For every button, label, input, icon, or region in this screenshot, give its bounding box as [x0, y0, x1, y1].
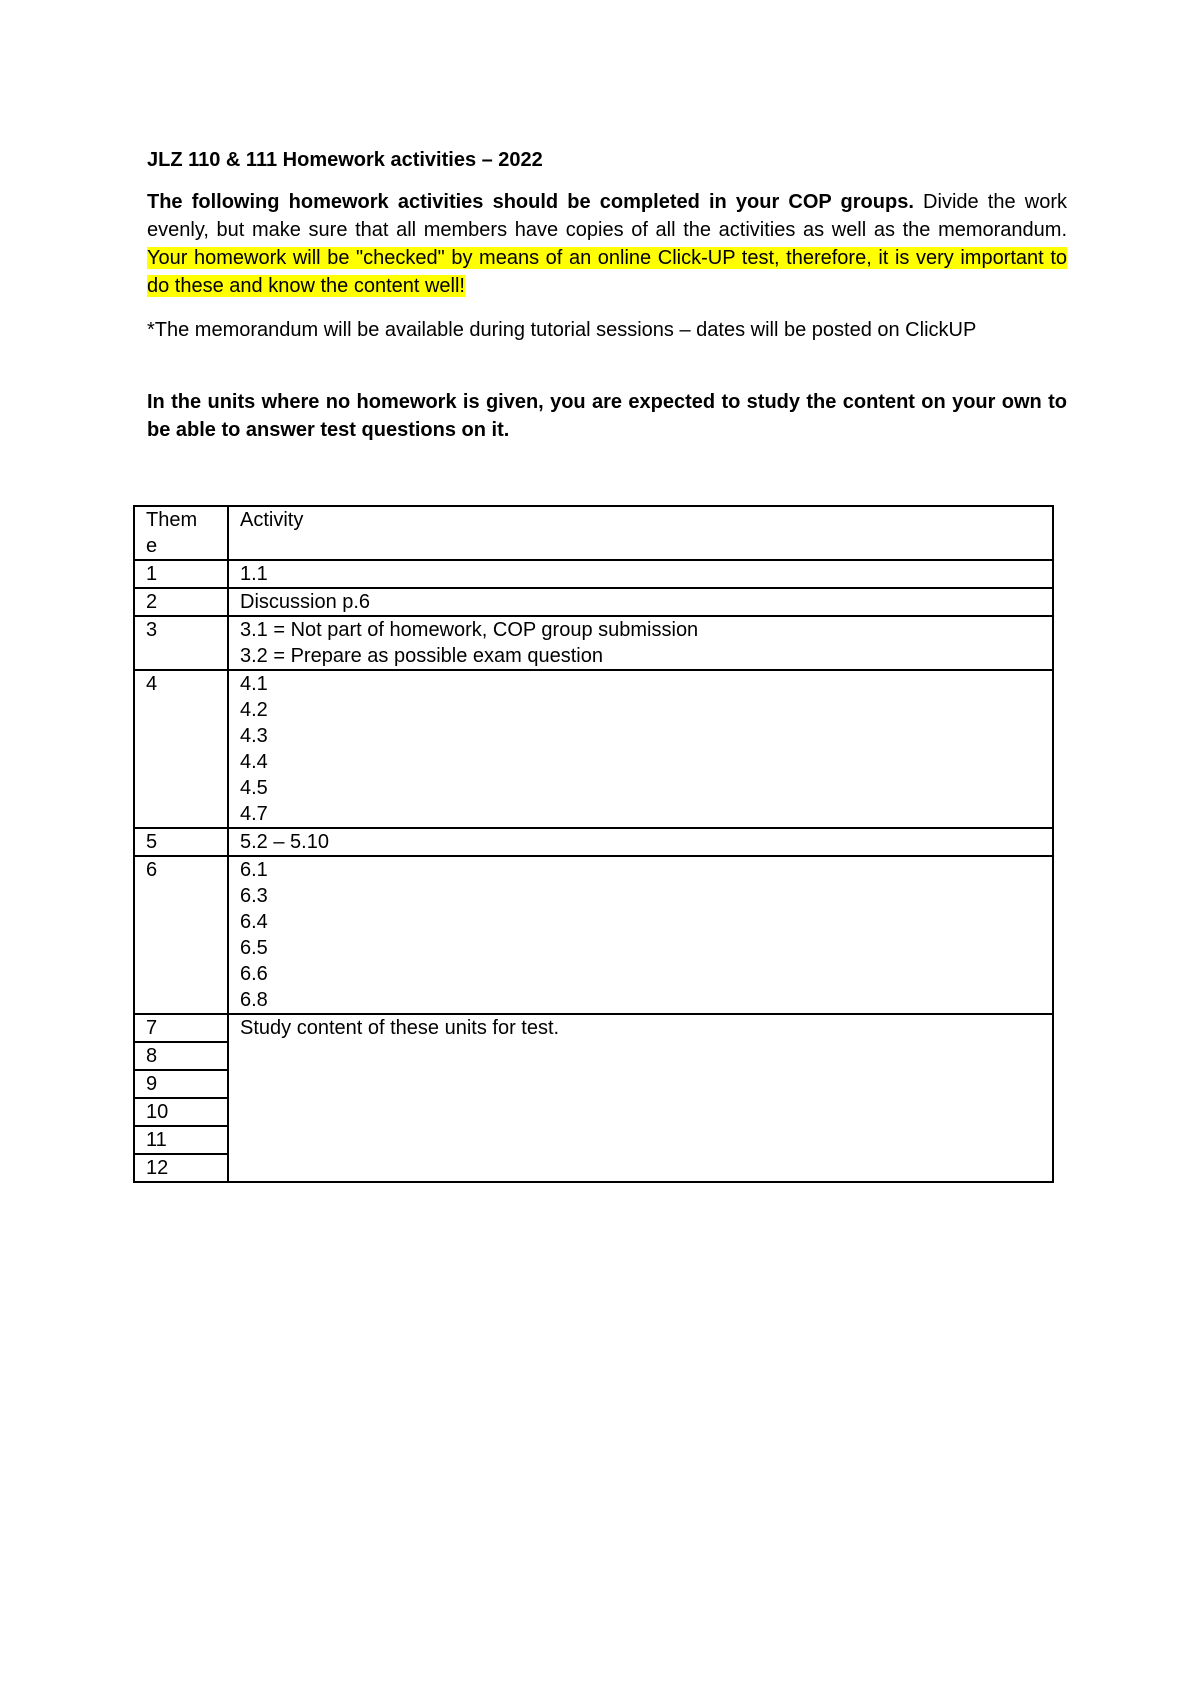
activity-item: 4.7 — [240, 803, 268, 825]
header-theme-line: e — [146, 535, 158, 557]
theme-cell: 1 — [134, 560, 228, 588]
theme-cell: 8 — [134, 1042, 228, 1070]
activity-item: 6.8 — [240, 989, 268, 1011]
activity-cell — [228, 828, 1053, 856]
header-theme-cell — [134, 506, 228, 560]
table-row — [134, 670, 1053, 828]
activity-item: 6.6 — [240, 963, 268, 985]
activity-item: 3.1 = Not part of homework, COP group submission — [240, 619, 699, 641]
activity-cell — [228, 670, 1053, 828]
memorandum-note: *The memorandum will be available during tutorial sessions – dates will be posted on ClickUP — [147, 319, 977, 341]
table-row — [134, 616, 1053, 670]
activity-cell — [228, 588, 1053, 616]
theme-cell: 9 — [134, 1070, 228, 1098]
document-title: JLZ 110 & 111 Homework activities – 2022 — [147, 149, 543, 171]
intro-text: Divide the work evenly, but make sure that all members have copies of all the activities as well as the memorandum. — [147, 191, 1067, 241]
activity-item: 5.2 – 5.10 — [240, 831, 329, 853]
theme-cell: 4 — [134, 670, 228, 828]
activity-item: Discussion p.6 — [240, 591, 371, 613]
intro-bold-lead: The following homework activities should be completed in your COP groups. — [147, 191, 914, 213]
activity-item: 6.3 — [240, 885, 268, 907]
activity-item: 4.1 — [240, 673, 268, 695]
theme-cell: 11 — [134, 1126, 228, 1154]
table-header-row — [134, 506, 1053, 560]
study-activity-cell: Study content of these units for test. — [228, 1014, 1053, 1182]
activity-item: 4.4 — [240, 751, 268, 773]
theme-cell: 5 — [134, 828, 228, 856]
table-row — [134, 828, 1053, 856]
table-row — [134, 856, 1053, 1014]
homework-table — [133, 505, 1054, 1183]
homework-table-body — [134, 506, 1053, 1182]
theme-cell: 10 — [134, 1098, 228, 1126]
activity-item: 6.1 — [240, 859, 268, 881]
table-row — [134, 560, 1053, 588]
theme-cell: 3 — [134, 616, 228, 670]
activity-item: 4.5 — [240, 777, 268, 799]
units-note: In the units where no homework is given, you are expected to study the content on your own to be able to answer test questions on it. — [147, 391, 1067, 441]
activity-cell — [228, 616, 1053, 670]
activity-item: 3.2 = Prepare as possible exam question — [240, 645, 603, 667]
activity-item: 4.2 — [240, 699, 268, 721]
table-row — [134, 1014, 1053, 1042]
activity-item: 6.4 — [240, 911, 268, 933]
activity-cell — [228, 856, 1053, 1014]
table-row — [134, 588, 1053, 616]
theme-cell: 6 — [134, 856, 228, 1014]
activity-item: 1.1 — [240, 563, 268, 585]
theme-cell: 12 — [134, 1154, 228, 1182]
intro-highlighted-text: Your homework will be "checked" by means of an online Click-UP test, therefore, it is very important to do these and know the content well! — [147, 247, 1067, 297]
activity-item: 4.3 — [240, 725, 268, 747]
header-activity-cell: Activity — [228, 506, 1053, 560]
theme-cell: 2 — [134, 588, 228, 616]
theme-cell: 7 — [134, 1014, 228, 1042]
activity-item: 6.5 — [240, 937, 268, 959]
header-theme-line: Them — [146, 509, 198, 531]
activity-cell — [228, 560, 1053, 588]
intro-paragraph — [147, 188, 1067, 300]
